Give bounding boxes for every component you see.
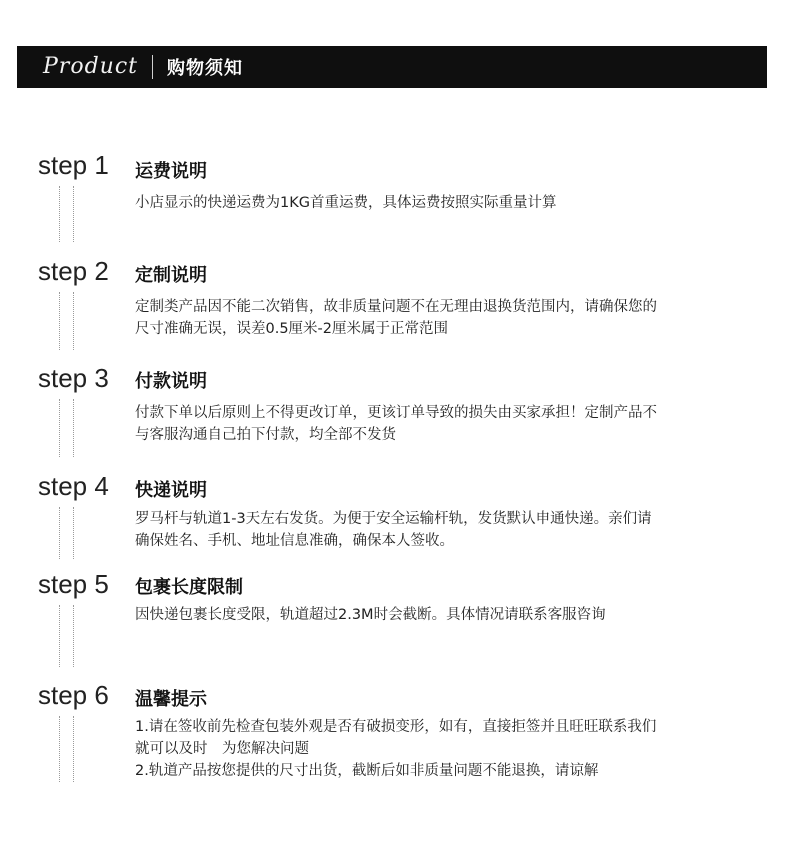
step-4-body [135, 508, 755, 552]
header-script-logo: Product [43, 54, 138, 79]
header-bar [17, 46, 767, 88]
step-6-line-2: 就可以及时 为您解决问题 [135, 741, 309, 757]
step-3-dotted-line [73, 399, 74, 457]
step-3-line-2: 与客服沟通自己拍下付款，均全部不发货 [135, 427, 396, 443]
step-6-dotted-line [59, 716, 60, 782]
step-1-body [135, 192, 755, 214]
step-2-title: 定制说明 [135, 265, 207, 286]
step-1-title: 运费说明 [135, 161, 207, 182]
step-4-line-1: 罗马杆与轨道1-3天左右发货。为便于安全运输杆轨，发货默认申通快递。亲们请 [135, 511, 652, 527]
step-4-dotted-line [59, 507, 60, 559]
header-divider [152, 55, 153, 79]
step-2-label: step 2 [38, 256, 109, 286]
step-5-dotted-line [59, 605, 60, 667]
step-2-body [135, 296, 755, 340]
step-6-line-1: 1.请在签收前先检查包装外观是否有破损变形，如有，直接拒签并且旺旺联系我们 [135, 719, 657, 735]
step-1-dotted-line [73, 186, 74, 242]
step-5-body [135, 604, 755, 626]
step-4-line-2: 确保姓名、手机、地址信息准确，确保本人签收。 [135, 533, 454, 549]
step-4-dotted-line [73, 507, 74, 559]
step-5-line-1: 因快递包裹长度受限，轨道超过2.3M时会截断。具体情况请联系客服咨询 [135, 607, 606, 623]
step-2-line-2: 尺寸准确无误，误差0.5厘米-2厘米属于正常范围 [135, 321, 449, 337]
step-1-dotted-line [59, 186, 60, 242]
step-1-line-1: 小店显示的快递运费为1KG首重运费，具体运费按照实际重量计算 [135, 195, 557, 211]
step-3-body [135, 402, 755, 446]
step-3-dotted-line [59, 399, 60, 457]
step-1-label: step 1 [38, 150, 109, 180]
step-5-dotted-line [73, 605, 74, 667]
step-3-label: step 3 [38, 363, 109, 393]
step-6-dotted-line [73, 716, 74, 782]
step-3-title: 付款说明 [135, 371, 207, 392]
step-5-label: step 5 [38, 569, 109, 599]
step-4-label: step 4 [38, 471, 109, 501]
step-3-line-1: 付款下单以后原则上不得更改订单，更该订单导致的损失由买家承担！定制产品不 [135, 405, 657, 421]
step-4-title: 快递说明 [135, 480, 207, 501]
step-2-line-1: 定制类产品因不能二次销售，故非质量问题不在无理由退换货范围内，请确保您的 [135, 299, 657, 315]
step-6-body [135, 716, 755, 782]
step-6-label: step 6 [38, 680, 109, 710]
page-title: 购物须知 [166, 58, 243, 79]
step-5-title: 包裹长度限制 [135, 577, 243, 598]
step-6-line-3: 2.轨道产品按您提供的尺寸出货，截断后如非质量问题不能退换，请谅解 [135, 763, 599, 779]
step-6-title: 温馨提示 [135, 689, 207, 710]
step-2-dotted-line [73, 292, 74, 350]
step-2-dotted-line [59, 292, 60, 350]
